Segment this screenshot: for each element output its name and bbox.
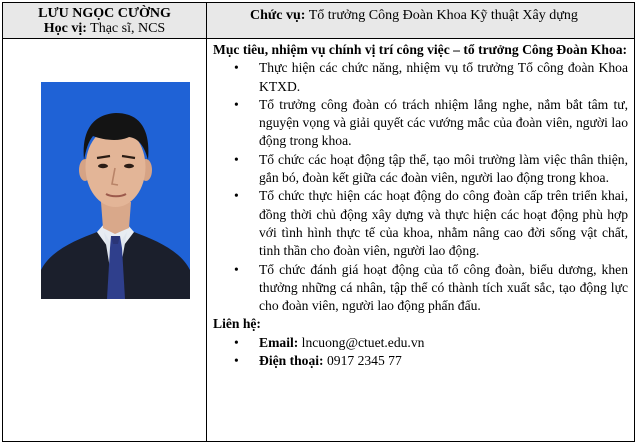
person-name: LƯU NGỌC CƯỜNG	[38, 6, 171, 21]
duty-item: • Tổ chức đánh giá hoạt động của tổ công đoàn, biểu dương, khen thưởng những cá nhân, tập thể có thành tích xuất sắc, tạo động lực cho đoàn viên, người lao động phấn đấu.	[213, 261, 628, 316]
duty-item: • Tổ chức các hoạt động tập thể, tạo môi trường làm việc thân thiện, gắn bó, đoàn kết giữa các đoàn viên, người lao động trong khoa.	[213, 151, 628, 188]
contacts-list	[213, 334, 628, 371]
duty-item: • Thực hiện các chức năng, nhiệm vụ tổ trưởng Tổ công đoàn Khoa KTXD.	[213, 59, 628, 96]
position-value: Tổ trưởng Công Đoàn Khoa Kỹ thuật Xây dựng	[305, 8, 578, 23]
header-name-cell	[3, 3, 207, 39]
duty-item: • Tổ trưởng công đoàn có trách nhiệm lắng nghe, nắm bắt tâm tư, nguyện vọng và giải quyết các vướng mắc của đoàn viên, người lao động trong khoa.	[213, 96, 628, 151]
section-title: Mục tiêu, nhiệm vụ chính vị trí công việc – tổ trưởng Công Đoàn Khoa:	[213, 42, 628, 57]
email-label: Email:	[259, 334, 299, 350]
phone-item	[213, 352, 628, 370]
profile-table	[2, 2, 635, 442]
duty-item: • Tổ chức thực hiện các hoạt động do công đoàn cấp trên triển khai, đồng thời chủ động xây dựng và thực hiện các hoạt động phù hợp với tình hình thực tế của khoa, nhằm nâng cao đời sống vật chất, tinh thần cho đoàn viên, người lao động.	[213, 187, 628, 260]
photo-cell	[3, 39, 207, 442]
position-line	[207, 3, 634, 24]
email-item	[213, 334, 628, 352]
contact-title: Liên hệ:	[213, 316, 261, 332]
degree-label: Học vị:	[43, 21, 87, 36]
email-link[interactable]: lncuong@ctuet.edu.vn	[298, 334, 425, 350]
portrait-photo	[41, 82, 190, 299]
header-position-cell	[207, 3, 635, 39]
phone-label: Điện thoại:	[259, 353, 324, 369]
content-cell	[207, 39, 635, 442]
portrait-photo-icon	[41, 82, 190, 299]
phone-value: 0917 2345 77	[323, 353, 402, 369]
degree-value: Thạc sĩ, NCS	[86, 21, 166, 36]
degree-line	[3, 21, 206, 37]
position-label: Chức vụ:	[250, 8, 306, 23]
duties-list	[213, 59, 628, 315]
